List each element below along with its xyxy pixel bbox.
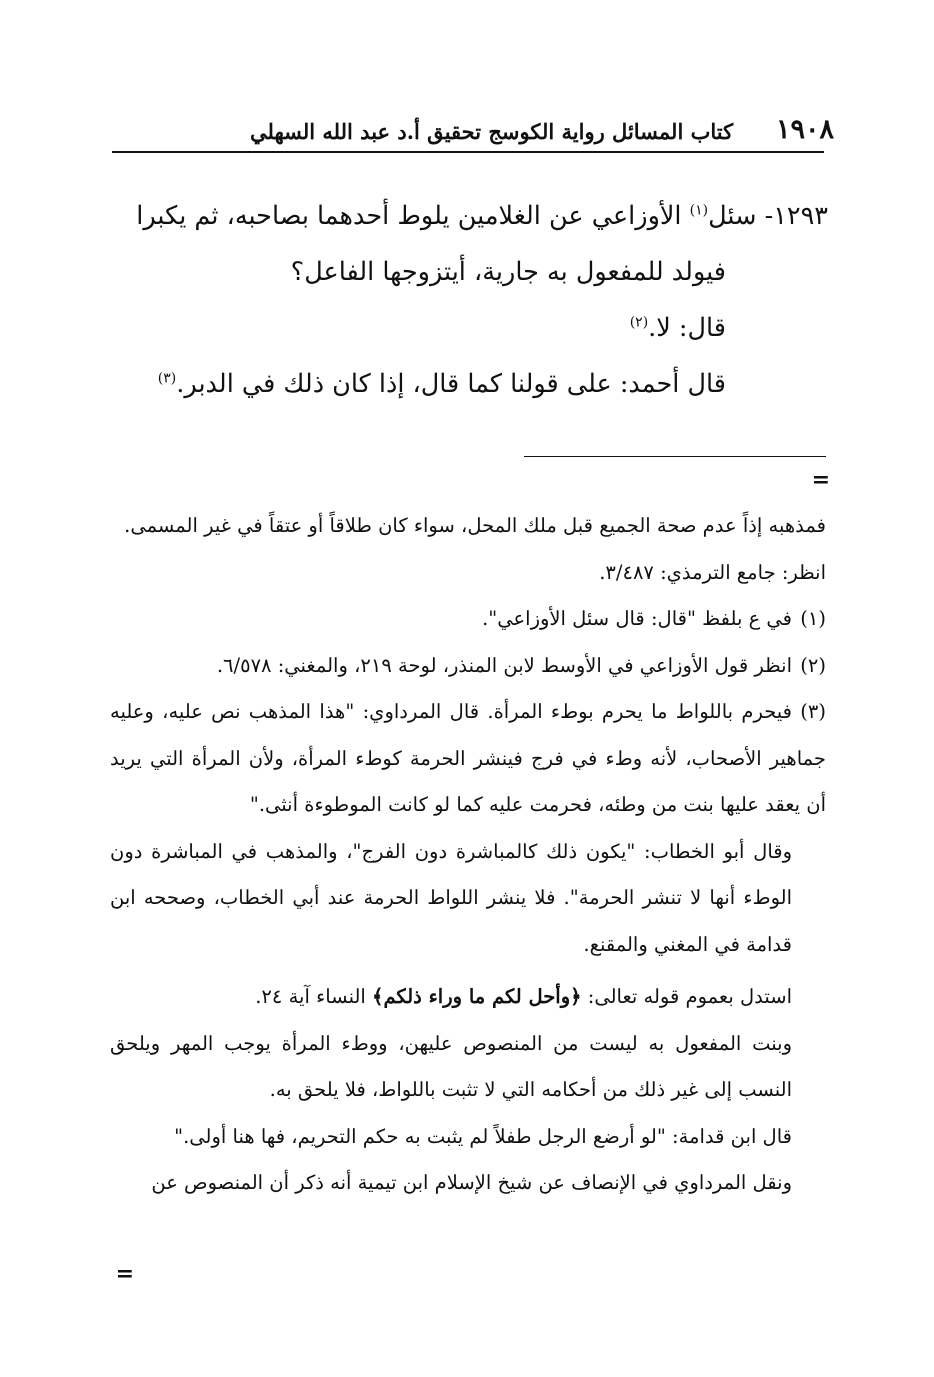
question-start: ١٢٩٣- سئل (708, 201, 828, 231)
footnote-2 (110, 643, 826, 690)
footnote-continued-paragraph: فمذهبه إذاً عدم صحة الجميع قبل ملك المحل، سواء كان طلاقاً أو عتقاً في غير المسمى. (124, 514, 826, 537)
footnote-ref-1[interactable]: (١) (689, 202, 709, 219)
footnote-3-p3-start: استدل بعموم قوله تعالى: (581, 985, 792, 1008)
main-line-answer (110, 300, 828, 356)
footnote-3 (110, 689, 826, 829)
ahmad-text: قال أحمد: على قولنا كما قال، إذا كان ذلك في الدبر. (176, 369, 726, 399)
footnote-2-text: انظر قول الأوزاعي في الأوسط لابن المنذر، لوحة ٢١٩، والمغني: ٦/٥٧٨. (216, 653, 792, 677)
question-rest: الأوزاعي عن الغلامين يلوط أحدهما بصاحبه، ثم يكبرا (136, 201, 690, 231)
footnote-1 (110, 596, 826, 643)
quran-verse: ﴿وأحل لكم ما وراء ذلكم﴾ (372, 985, 582, 1008)
footnote-3-paragraph-2: وقال أبو الخطاب: "يكون ذلك كالمباشرة دون الفرج"، والمذهب في المباشرة دون الوطء أنها لا تنشر الحرمة". فلا ينشر اللواط الحرمة عند أبي الخطاب، وصححه ابن قدامة في المغني والمقنع. (110, 839, 792, 956)
footnote-3-number: (٣) (800, 700, 826, 723)
answer-text: قال: لا. (648, 313, 726, 343)
footnote-3-paragraph-3 (110, 974, 826, 1021)
main-line-question (110, 188, 828, 244)
main-text (110, 188, 828, 412)
footnote-separator (524, 456, 826, 457)
continuation-mark-bottom: = (115, 1261, 134, 1287)
footnote-3-paragraph-5: قال ابن قدامة: "لو أرضع الرجل طفلاً لم يثبت به حكم التحريم، فها هنا أولى." (174, 1124, 792, 1148)
footnote-2-number: (٢) (800, 653, 826, 677)
main-line-ahmad (110, 356, 828, 412)
footnote-3-text: فيحرم باللواط ما يحرم بوطء المرأة. قال المرداوي: "هذا المذهب نص عليه، وعليه جماهير الأصحاب، لأنه وطء في فرج فينشر الحرمة كوطء المرأة، ولأن المرأة التي يريد أن يعقد عليها بنت من وطئه، فحرمت عليه كما لو كانت الموطوءة أنثى." (110, 700, 826, 816)
running-title: كتاب المسائل رواية الكوسج تحقيق أ.د عبد الله السهلي (250, 119, 734, 144)
footnote-3-paragraph-4: وبنت المفعول به ليست من المنصوص عليهن، ووطء المرأة يوجب المهر ويلحق النسب إلى غير ذلك من أحكامه التي لا تثبت باللواط، فلا يلحق به. (110, 1031, 792, 1101)
footnote-ref-2[interactable]: (٢) (629, 314, 649, 331)
footnotes (110, 503, 826, 1207)
footnote-1-number: (١) (800, 607, 826, 630)
footnote-1-text: في ع بلفظ "قال: قال سئل الأوزاعي". (482, 607, 792, 630)
footnote-3-paragraph-6: ونقل المرداوي في الإنصاف عن شيخ الإسلام ابن تيمية أنه ذكر أن المنصوص عن (151, 1171, 792, 1194)
main-line-question-cont: فيولد للمفعول به جارية، أيتزوجها الفاعل؟ (290, 257, 726, 287)
header-rule (112, 151, 824, 153)
page-number: ١٩٠٨ (775, 114, 834, 145)
footnote-3-p3-end: النساء آية ٢٤. (255, 985, 373, 1008)
continuation-mark-top: = (811, 467, 830, 493)
footnote-ref-3[interactable]: (٣) (157, 370, 177, 387)
footnote-continued-reference: انظر: جامع الترمذي: ٣/٤٨٧. (599, 560, 826, 584)
